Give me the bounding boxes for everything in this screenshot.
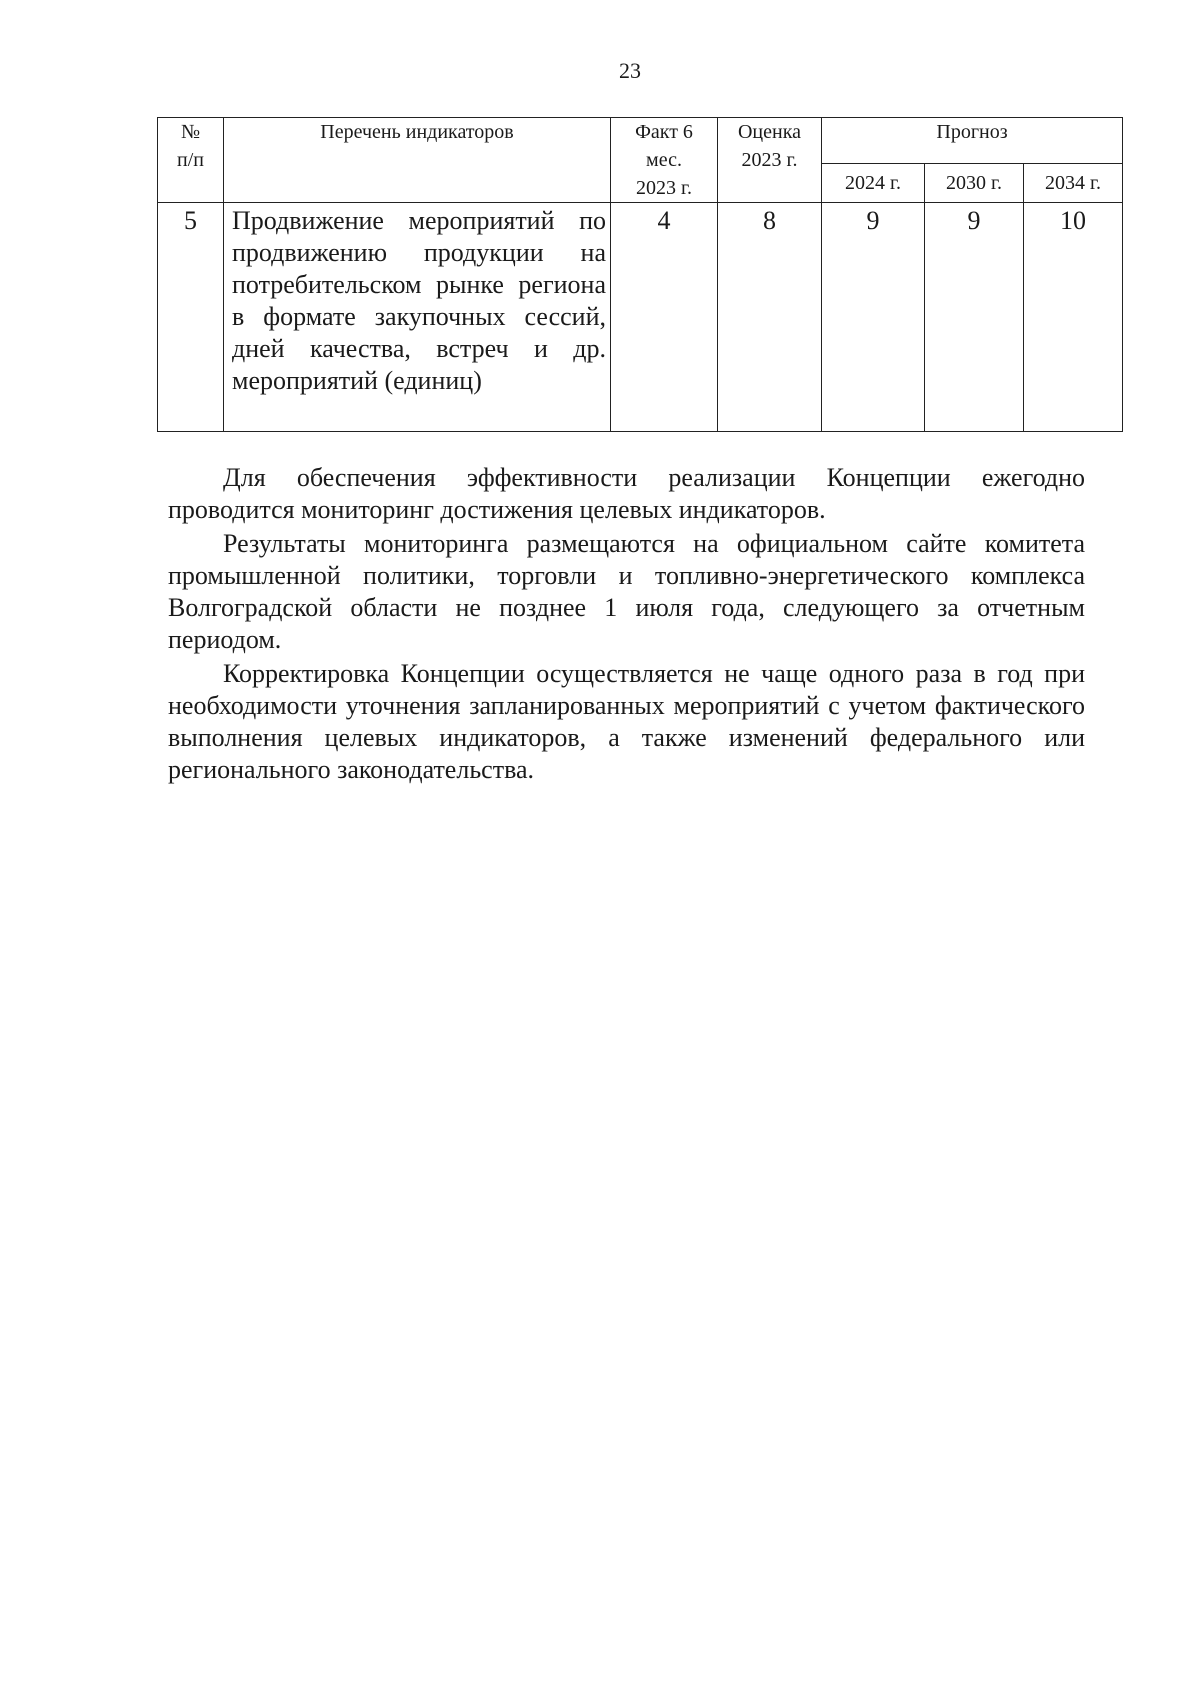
row-indicator-name-main: Продвижение мероприятий по продвижению продукции на потребительском рынке региона в формате закупочных сессий, дней качества, встреч и др. (232, 206, 606, 363)
header-num: № п/п (158, 118, 224, 203)
indicators-table (157, 117, 1123, 432)
header-indicators: Перечень индикаторов (224, 118, 611, 203)
row-fact: 4 (611, 203, 718, 432)
row-indicator-name-tail: мероприятий (единиц) (232, 366, 482, 395)
body-text (168, 462, 1085, 788)
row-2034: 10 (1024, 203, 1123, 432)
paragraph-correction: Корректировка Концепции осуществляется не чаще одного раза в год при необходимости уточнения запланированных мероприятий с учетом фактического выполнения целевых индикаторов, а также изменений федерального или регионального законодательства. (168, 659, 1085, 784)
page-number: 23 (619, 58, 641, 83)
header-year-2034: 2034 г. (1024, 163, 1123, 202)
row-indicator-name (224, 203, 611, 432)
header-estimate: Оценка 2023 г. (718, 118, 822, 203)
row-estimate: 8 (718, 203, 822, 432)
paragraph-monitoring: Для обеспечения эффективности реализации Концепции ежегодно проводится мониторинг достижения целевых индикаторов. (168, 463, 1085, 524)
row-2024: 9 (822, 203, 925, 432)
table-row (158, 203, 1123, 432)
row-num: 5 (158, 203, 224, 432)
paragraph-results: Результаты мониторинга размещаются на официальном сайте комитета промышленной политики, торговли и топливно-энергетического комплекса Волгоградской области не позднее 1 июля года, следующего за отчетным периодом. (168, 529, 1085, 654)
table-header-row (158, 118, 1123, 164)
header-fact: Факт 6 мес. 2023 г. (611, 118, 718, 203)
header-forecast: Прогноз (822, 118, 1123, 164)
row-2030: 9 (925, 203, 1024, 432)
header-year-2030: 2030 г. (925, 163, 1024, 202)
header-year-2024: 2024 г. (822, 163, 925, 202)
